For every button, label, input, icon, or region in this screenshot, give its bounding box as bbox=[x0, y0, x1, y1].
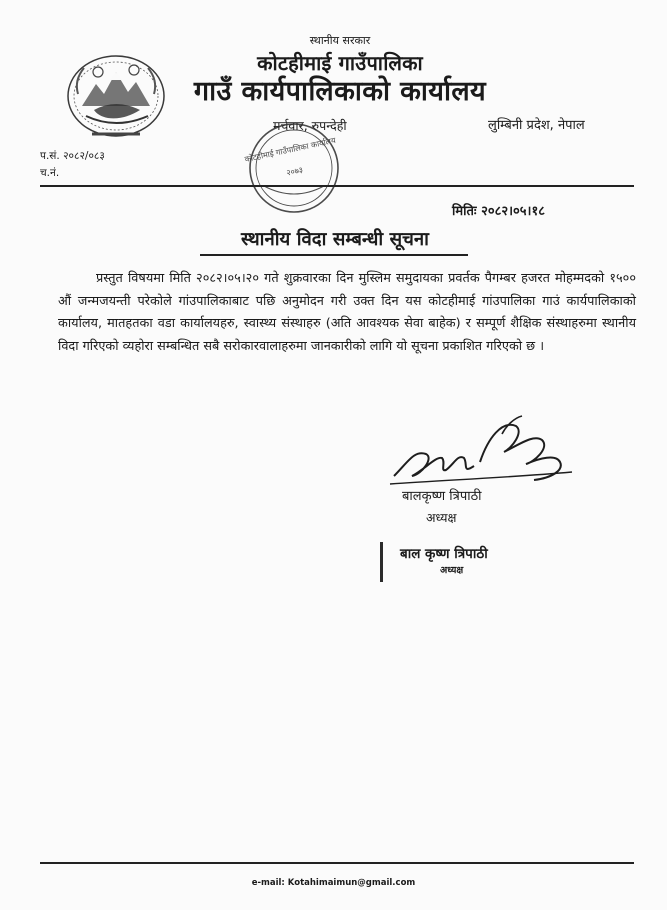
footer-divider bbox=[40, 862, 634, 864]
office-name: गाउँ कार्यपालिकाको कार्यालय bbox=[193, 76, 487, 107]
name-stamp-bar bbox=[380, 542, 383, 582]
nepal-emblem-icon bbox=[64, 50, 168, 142]
notice-date: मितिः २०८२।०५।१८ bbox=[452, 204, 546, 219]
notice-title: स्थानीय विदा सम्बन्धी सूचना bbox=[241, 229, 429, 250]
handwritten-signature bbox=[384, 404, 584, 496]
office-seal-stamp bbox=[242, 116, 346, 220]
district-address: मर्चवार, रुपन्देही bbox=[273, 118, 347, 133]
title-underline bbox=[200, 254, 468, 256]
province-address: लुम्बिनी प्रदेश, नेपाल bbox=[488, 118, 585, 133]
reference-block bbox=[40, 148, 105, 182]
reference-number: प.सं. २०८२/०८३ bbox=[40, 150, 105, 162]
signatory-title: अध्यक्ष bbox=[426, 510, 457, 525]
stamp-year: २०७३ bbox=[285, 165, 304, 178]
government-label: स्थानीय सरकार bbox=[309, 34, 371, 47]
municipality-name: कोटहीमाई गाउँपालिका bbox=[257, 51, 423, 75]
name-stamp-name: बाल कृष्ण त्रिपाठी bbox=[400, 546, 488, 562]
email-text: e-mail: Kotahimaimun@gmail.com bbox=[251, 878, 416, 888]
letterhead bbox=[180, 34, 500, 108]
name-stamp-title: अध्यक्ष bbox=[440, 565, 464, 576]
footer-email bbox=[0, 877, 667, 889]
name-stamp bbox=[380, 540, 530, 582]
stamp-text: कोटहीमाई गाउँपालिका कार्यालय bbox=[243, 135, 337, 164]
header-divider bbox=[40, 185, 634, 187]
dispatch-number: च.नं. bbox=[40, 167, 60, 179]
signatory-name: बालकृष्ण त्रिपाठी bbox=[402, 489, 482, 504]
notice-body: प्रस्तुत विषयमा मिति २०८२।०५।२० गते शुक्रवारका दिन मुस्लिम समुदायका प्रवर्तक पैगम्बर हजरत मोहम्मदको १५०० औं जन्मजयन्ती परेकोले गांउपालिकाबाट पछि अनुमोदन गरी उक्त दिन यस कोटहीमाई गांउपालिका गाउं कार्यपालिकाको कार्यालय, मातहतका वडा कार्यालयहरु, स्वास्थ्य संस्थाहरु (अति आवश्यक सेवा बाहेक) र सम्पूर्ण शैक्षिक संस्थाहरुमा स्थानीय विदा गरिएको व्यहोरा सम्बन्धित सबै सरोकारवालाहरुमा जानकारीको लागि यो सूचना प्रकाशित गरिएको छ । bbox=[58, 271, 636, 354]
